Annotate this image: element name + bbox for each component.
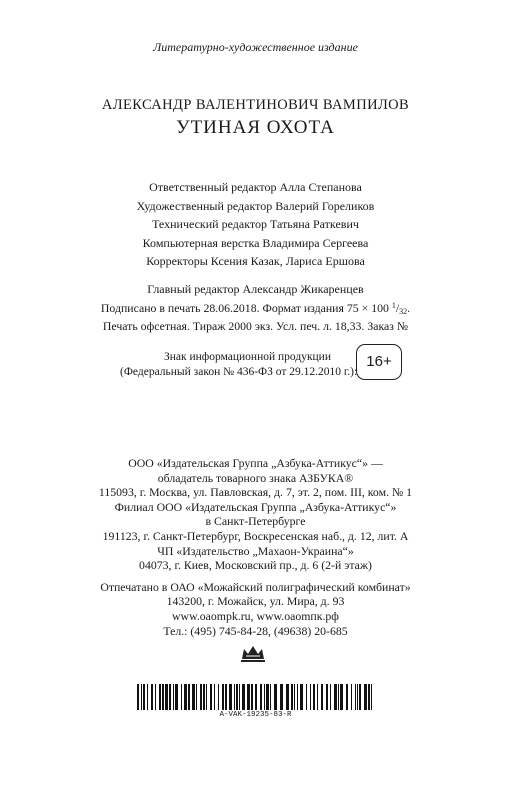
printer-crown-logo [240, 643, 266, 663]
barcode-bar [306, 684, 307, 710]
info-product-label: Знак информационной продукции (Федеральный закон № 436-ФЗ от 29.12.2010 г.): [120, 351, 358, 378]
barcode-bar [203, 684, 205, 710]
barcode-bar [368, 684, 370, 710]
barcode-bar [242, 684, 245, 710]
barcode-bar [234, 684, 235, 710]
barcode-bar [222, 684, 224, 710]
barcode-bar [247, 684, 250, 710]
chief-editor-line: Главный редактор Александр Жикаренцев [147, 281, 364, 296]
barcode-bar [317, 684, 318, 710]
book-title: УТИНАЯ ОХОТА [176, 117, 335, 138]
printer-phone-line: Тел.: (495) 745-84-28, (49638) 20-685 [163, 623, 348, 638]
barcode-bar [359, 684, 361, 710]
barcode-bar [294, 684, 295, 710]
barcode-bar [255, 684, 257, 710]
barcode-bar [210, 684, 212, 710]
barcode-bar [338, 684, 339, 710]
publisher-line: ЧП «Издательство „Махаон-Украина“» [157, 543, 354, 558]
barcode-bar [159, 684, 161, 710]
barcode-bar [371, 684, 372, 710]
barcode-bar [239, 684, 240, 710]
barcode-bar [229, 684, 232, 710]
publisher-line: 191123, г. Санкт-Петербург, Воскресенская наб., д. 12, лит. А [102, 528, 409, 543]
credit-line: Технический редактор Татьяна Раткевич [152, 217, 359, 231]
barcode [137, 684, 373, 710]
barcode-bar [181, 684, 182, 710]
fraction-numerator: 1 [391, 301, 396, 310]
author-name: АЛЕКСАНДР ВАЛЕНТИНОВИЧ ВАМПИЛОВ [101, 97, 410, 113]
barcode-bar [270, 684, 271, 710]
barcode-bar [151, 684, 153, 710]
barcode-bar [274, 684, 277, 710]
credit-line: Компьютерная верстка Владимира Сергеева [142, 235, 369, 250]
barcode-bar [364, 684, 367, 710]
barcode-bar [184, 684, 187, 710]
barcode-bar [188, 684, 190, 710]
credit-line: Художественный редактор Валерий Гореликов [136, 198, 375, 213]
barcode-bar [169, 684, 171, 710]
barcode-bar [310, 684, 311, 710]
publisher-line: ООО «Издательская Группа „Азбука-Аттикус“» — [128, 456, 383, 470]
barcode-bar [214, 684, 215, 710]
publisher-line: Филиал ООО «Издательская Группа „Азбука-Аттикус“» [114, 499, 397, 514]
barcode-bar [334, 684, 337, 710]
barcode-bar [313, 684, 315, 710]
barcode-bar [137, 684, 139, 710]
publisher-line: обладатель товарного знака АЗБУКА® [157, 470, 354, 485]
printer-line: Отпечатано в ОАО «Можайский полиграфический комбинат» [100, 579, 411, 594]
barcode-bar [206, 684, 207, 710]
barcode-bar [297, 684, 298, 710]
barcode-bar [196, 684, 197, 710]
barcode-bar [264, 684, 265, 710]
credit-line: Корректоры Ксения Казак, Лариса Ершова [146, 254, 365, 268]
barcode-bar [141, 684, 142, 710]
barcode-bar [326, 684, 328, 710]
print-info-line-1: Подписано в печать 28.06.2018. Формат издания 75 × 100 $^1$/32. [100, 301, 411, 316]
barcode-bar [280, 684, 283, 710]
barcode-bar [155, 684, 156, 710]
barcode-bar [192, 684, 195, 710]
printer-url-line: www.oaompk.ru, www.oaomпк.рф [172, 608, 339, 623]
barcode-bar [291, 684, 293, 710]
barcode-bar [286, 684, 289, 710]
fraction-denominator: 32 [399, 307, 408, 316]
publisher-line: в Санкт-Петербурге [205, 514, 306, 529]
publisher-block [0, 456, 511, 638]
print-info-line-2: Печать офсетная. Тираж 2000 экз. Усл. печ. л. 18,33. Заказ № [102, 319, 409, 333]
barcode-bar [143, 684, 145, 710]
credit-line: Ответственный редактор Алла Степанова [149, 180, 362, 194]
print-info [0, 298, 511, 334]
printer-line: 143200, г. Можайск, ул. Мира, д. 93 [166, 594, 345, 609]
barcode-bar [346, 684, 348, 710]
barcode-bar [173, 684, 174, 710]
barcode-text: A-VAK-19235-83-R [219, 711, 292, 719]
barcode-bar [355, 684, 356, 710]
barcode-bar [175, 684, 178, 710]
barcode-bar [357, 684, 358, 710]
barcode-bar [300, 684, 303, 710]
barcode-bar [165, 684, 168, 710]
publisher-line: 04073, г. Киев, Московский пр., д. 6 (2-й этаж) [139, 558, 372, 573]
barcode-bar [225, 684, 227, 710]
barcode-bar [218, 684, 219, 710]
publisher-line: 115093, г. Москва, ул. Павловская, д. 7, эт. 2, пом. III, ком. № 1 [98, 485, 413, 500]
barcode-bar [251, 684, 253, 710]
credits-block [0, 178, 511, 298]
barcode-bar [266, 684, 269, 710]
barcode-bar [340, 684, 343, 710]
genre-line: Литературно-художественное издание [153, 40, 358, 54]
barcode-bar [260, 684, 262, 710]
barcode-bar [200, 684, 202, 710]
barcode-bar [236, 684, 238, 710]
barcode-bar [351, 684, 352, 710]
barcode-bar [321, 684, 323, 710]
barcode-bar [330, 684, 331, 710]
barcode-bar [147, 684, 148, 710]
barcode-bar [162, 684, 164, 710]
age-rating-badge: 16+ [356, 344, 402, 380]
